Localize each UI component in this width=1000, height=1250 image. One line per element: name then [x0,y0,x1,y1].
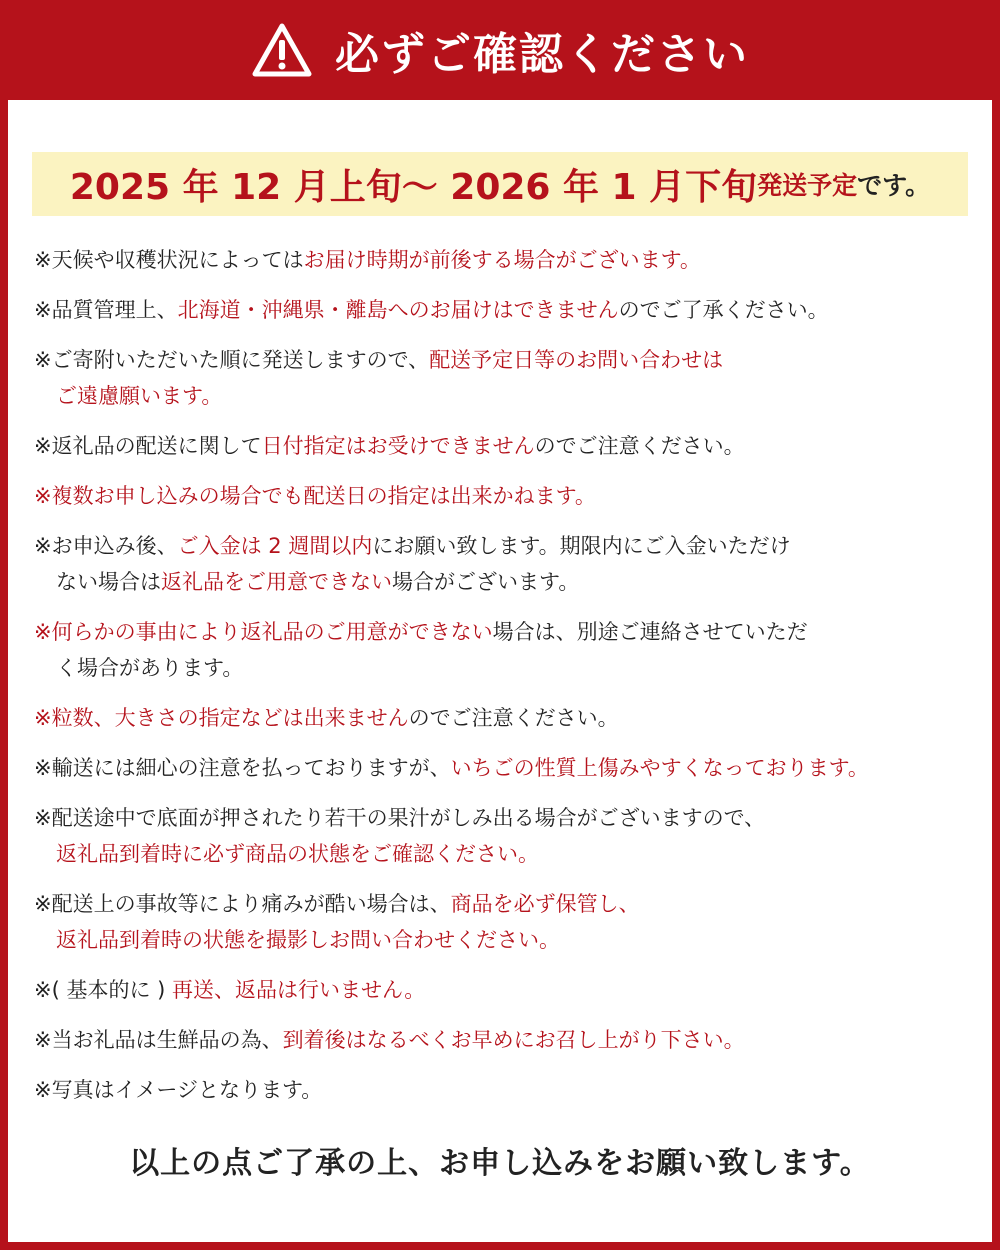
note-highlight-text: 返礼品到着時に必ず商品の状態をご確認ください。 [56,842,539,866]
closing-message: 以上の点ご了承の上、お申し込みをお願い致します。 [129,1146,871,1181]
note-highlight-text: 再送、返品は行いません。 [172,978,426,1002]
note-text: ※品質管理上、 [34,298,178,322]
shipping-label: 発送予定 [757,171,858,200]
note-item [34,800,984,872]
note-line [34,378,984,414]
content-panel [8,100,992,1242]
note-line [34,478,984,514]
note-item [34,750,984,786]
note-text: ※配送上の事故等により痛みが酷い場合は、 [34,892,451,916]
note-line [34,972,984,1008]
note-highlight-text: ※何らかの事由により返礼品のご用意ができない [34,620,493,644]
note-highlight-text: 配送予定日等のお問い合わせは [429,348,724,372]
note-highlight-text: 返礼品をご用意できない [161,570,392,594]
note-item [34,972,984,1008]
notes-list [34,242,984,1122]
note-line [34,1072,984,1108]
shipping-period-banner [32,152,968,216]
note-text: のでご注意ください。 [534,434,745,458]
note-highlight-text: 商品を必ず保管し、 [450,892,640,916]
note-text: 場合は、別途ご連絡させていただ [492,620,808,644]
note-highlight-text: 北海道・沖縄県・離島へのお届けはできません [177,298,619,322]
shipping-tail: です。 [857,171,931,200]
note-text: ない場合は [56,570,161,594]
header-bar [0,0,1000,100]
note-text: く場合があります。 [56,656,244,680]
note-highlight-text: 日付指定はお受けできません [261,434,535,458]
note-line [34,292,984,328]
note-text: ※ご寄附いただいた順に発送しますので、 [34,348,430,372]
note-item [34,1022,984,1058]
note-highlight-text: ※複数お申し込みの場合でも配送日の指定は出来かねます。 [34,484,596,508]
note-text: のでご注意ください。 [408,706,619,730]
note-line [34,750,984,786]
note-highlight-text: ご遠慮願います。 [56,384,223,408]
note-item [34,242,984,278]
note-line [34,886,984,922]
warning-triangle-icon [251,22,313,78]
note-item [34,342,984,414]
page-title: 必ずご確認ください [335,29,749,80]
note-text: ※当お礼品は生鮮品の為、 [34,1028,283,1052]
note-item [34,700,984,736]
note-line [34,242,984,278]
note-line [34,342,984,378]
note-highlight-text: ※粒数、大きさの指定などは出来ません [34,706,409,730]
note-line [34,564,984,600]
note-line [34,614,984,650]
note-text: にお願い致します。期限内にご入金いただけ [372,534,791,558]
note-text: 場合がございます。 [392,570,580,594]
note-item [34,428,984,464]
note-highlight-text: 到着後はなるべくお早めにお召し上がり下さい。 [282,1028,745,1052]
note-item [34,886,984,958]
note-text: ※写真はイメージとなります。 [34,1078,323,1102]
note-item [34,1072,984,1108]
note-text: ※輸送には細心の注意を払っておりますが、 [34,756,451,780]
note-item [34,478,984,514]
note-text: ※返礼品の配送に関して [34,434,262,458]
note-highlight-text: いちごの性質上傷みやすくなっております。 [450,756,869,780]
note-line [34,800,984,836]
note-line [34,922,984,958]
note-line [34,836,984,872]
note-item [34,292,984,328]
note-highlight-text: お届け時期が前後する場合がございます。 [303,248,701,272]
note-line [34,700,984,736]
note-text: ※天候や収穫状況によっては [34,248,304,272]
note-highlight-text: 返礼品到着時の状態を撮影しお問い合わせください。 [56,928,560,952]
note-text: ※お申込み後、 [34,534,178,558]
note-line [34,528,984,564]
shipping-date-range: 2025 年 12 月上旬～ 2026 年 1 月下旬 [69,166,758,208]
note-line [34,1022,984,1058]
note-highlight-text: ご入金は 2 週間以内 [177,534,373,558]
note-text: ※配送途中で底面が押されたり若干の果汁がしみ出る場合がございますので、 [34,806,766,830]
note-item [34,528,984,600]
note-line [34,428,984,464]
note-item [34,614,984,686]
note-text: のでご了承ください。 [618,298,829,322]
note-line [34,650,984,686]
note-text: ※( 基本的に ) [34,978,173,1002]
